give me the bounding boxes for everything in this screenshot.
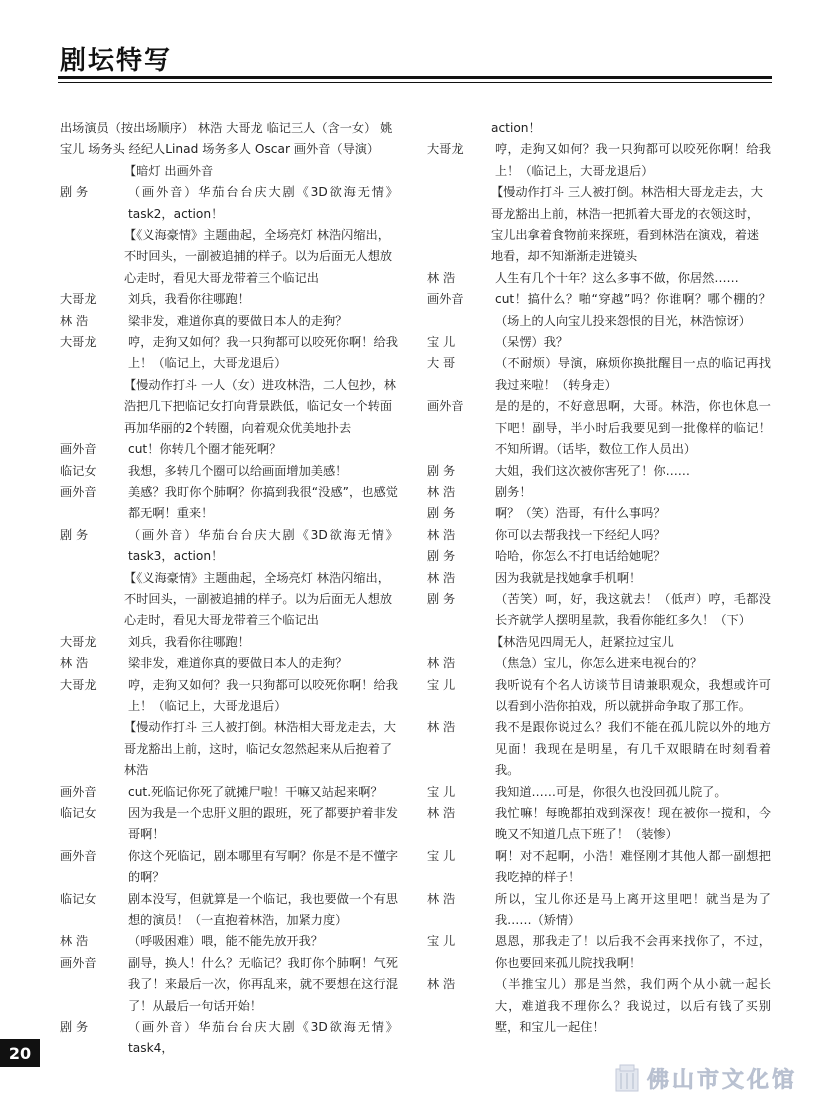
dialogue-line xyxy=(427,717,771,781)
dialogue-line xyxy=(427,803,771,846)
stage-direction: 【慢动作打斗 三人被打倒。林浩相大哥龙走去，大哥龙豁出上前，林浩一把抓着大哥龙的衣领这时，宝儿出拿着食物前来探班，看到林浩在演戏，着迷地看，却不知渐渐走进镜头 xyxy=(491,185,763,264)
dialogue-text: 哼，走狗又如何？我一只狗都可以咬死你啊！给我上！（临记上，大哥龙退后） xyxy=(128,335,398,371)
speaker-name: 林 浩 xyxy=(427,977,456,992)
speaker-name: 大哥龙 xyxy=(60,634,97,649)
dialogue-text: 是的是的，不好意思啊，大哥。林浩，你也休息一下吧！副导，半小时后我要见到一批像样的临记！不知所谓。（话毕，数位工作人员出） xyxy=(495,399,771,457)
dialogue-line xyxy=(60,461,398,482)
dialogue-line xyxy=(60,931,398,952)
dialogue-line xyxy=(60,311,398,332)
dialogue-text: 梁非发，难道你真的要做日本人的走狗？ xyxy=(128,656,348,671)
speaker-name: 画外音 xyxy=(427,399,464,414)
dialogue-line xyxy=(60,675,398,718)
stage-direction: 【《义海豪情》主题曲起，全场亮灯 林浩闪缩出，不时回头，一副被追捕的样子。以为后面无人想放心走时，看见大哥龙带着三个临记出 xyxy=(124,570,393,628)
dialogue-line xyxy=(60,182,398,225)
dialogue-text: cut！你转几个圈才能死啊？ xyxy=(128,442,282,457)
speaker-name: 林 浩 xyxy=(427,720,456,735)
dialogue-text: （画外音）华茄台台庆大剧《3D欲海无情》task2，action！ xyxy=(128,185,398,221)
dialogue-line xyxy=(427,289,771,332)
dialogue-text: （呆愣）我？ xyxy=(495,335,569,350)
dialogue-line xyxy=(427,889,771,932)
dialogue-text: 你这个死临记，剧本哪里有写啊？你是不是不懂字的啊？ xyxy=(128,848,398,885)
dialogue-text: cut！搞什么？啪“穿越”吗？你谁啊？哪个棚的？（场上的人向宝儿投来怨恨的目光，林浩惊讶） xyxy=(495,292,771,328)
speaker-name: 宝 儿 xyxy=(427,335,456,350)
speaker-name: 林 浩 xyxy=(427,656,456,671)
dialogue-line xyxy=(427,568,771,589)
speaker-name: 画外音 xyxy=(60,784,97,799)
dialogue-line xyxy=(60,439,398,460)
dialogue-line xyxy=(60,653,398,674)
cast-list: 出场演员（按出场顺序） 林浩 大哥龙 临记三人（含一女） 姚宝儿 场务头 经纪人Linad 场务多人 Oscar 画外音（导演） xyxy=(60,121,393,157)
speaker-name: 大哥龙 xyxy=(60,677,97,692)
dialogue-text: 人生有几个十年？这么多事不做，你居然…… xyxy=(495,270,739,285)
speaker-name: 画外音 xyxy=(60,442,97,457)
dialogue-text: 刘兵，我看你往哪跑！ xyxy=(128,634,250,649)
dialogue-text: （半推宝儿）那是当然，我们两个从小就一起长大，难道我不理你么？我说过，以后有钱了买别墅，和宝儿一起住！ xyxy=(495,977,771,1035)
speaker-name: 临记女 xyxy=(60,891,97,906)
dialogue-text: 啊？（笑）浩哥，有什么事吗？ xyxy=(495,506,666,521)
speaker-name: 剧 务 xyxy=(427,549,456,564)
dialogue-line xyxy=(427,653,771,674)
speaker-name: 林 浩 xyxy=(427,484,456,499)
dialogue-text: 因为我是一个忠肝义胆的跟班，死了都要护着非发哥啊！ xyxy=(128,806,398,842)
stage-direction: 【林浩见四周无人，赶紧拉过宝儿 xyxy=(491,634,674,649)
dialogue-text: 副导，换人！什么？无临记？我盯你个肺啊！气死我了！来最后一次，你再乱来，就不要想在这行混了！从最后一句话开始！ xyxy=(128,955,398,1013)
dialogue-text: 哈哈，你怎么不打电话给她呢？ xyxy=(495,549,666,564)
header-rule-thin xyxy=(58,82,772,83)
dialogue-line xyxy=(427,675,771,718)
dialogue-text: 剧本没写，但就算是一个临记，我也要做一个有思想的演员！（一直抱着林浩，加紧力度） xyxy=(128,891,398,928)
dialogue-line xyxy=(427,396,771,460)
dialogue-text: （苦笑）呵，好，我这就去！（低声）哼，毛都没长齐就学人摆明星款，我看你能红多久！（下） xyxy=(495,591,771,628)
dialogue-line xyxy=(427,353,771,396)
speaker-name: 剧 务 xyxy=(427,506,456,521)
dialogue-text: 我听说有个名人访谈节目请兼职观众，我想或许可以看到小浩你拍戏，所以就拼命争取了那工作。 xyxy=(495,677,771,713)
stage-direction: 【暗灯 出画外音 xyxy=(124,163,214,178)
left-column xyxy=(60,118,398,1060)
speaker-name: 画外音 xyxy=(427,292,464,307)
dialogue-text: 我忙嘛！每晚都拍戏到深夜！现在被你一搅和，今晚又不知道几点下班了！（装惨） xyxy=(495,806,771,842)
dialogue-text: （画外音）华茄台台庆大剧《3D欲海无情》task4， xyxy=(128,1020,398,1056)
dialogue-text: 你可以去帮我找一下经纪人吗？ xyxy=(495,527,666,542)
dialogue-line xyxy=(427,525,771,546)
dialogue-line xyxy=(427,482,771,503)
speaker-name: 临记女 xyxy=(60,463,97,478)
speaker-name: 林 浩 xyxy=(427,527,456,542)
speaker-name: 林 浩 xyxy=(427,570,456,585)
dialogue-text: 哼，走狗又如何？我一只狗都可以咬死你啊！给我上！（临记上，大哥龙退后） xyxy=(128,677,398,713)
speaker-name: 临记女 xyxy=(60,806,97,820)
watermark-text: 佛山市文化馆 xyxy=(647,1066,798,1093)
dialogue-line xyxy=(427,931,771,974)
speaker-name: 林 浩 xyxy=(60,656,89,671)
watermark xyxy=(613,1060,813,1096)
dialogue-text: （不耐烦）导演，麻烦你换批醒目一点的临记再找我过来啦！（转身走） xyxy=(495,356,771,392)
dialogue-text: 梁非发，难道你真的要做日本人的走狗？ xyxy=(128,313,348,328)
dialogue-line xyxy=(60,482,398,525)
dialogue-text: （呼吸困难）喂，能不能先放开我？ xyxy=(128,934,323,949)
dialogue-text: 刘兵，我看你往哪跑！ xyxy=(128,292,250,307)
speaker-name: 大哥龙 xyxy=(60,292,97,307)
dialogue-line xyxy=(60,1017,398,1060)
speaker-name: 大 哥 xyxy=(427,356,456,371)
dialogue-line xyxy=(427,461,771,482)
speaker-name: 林 浩 xyxy=(427,891,456,906)
library-building-icon xyxy=(613,1063,641,1093)
dialogue-line xyxy=(427,503,771,524)
dialogue-text: 大姐，我们这次被你害死了！你…… xyxy=(495,463,690,478)
speaker-name: 画外音 xyxy=(60,848,97,863)
dialogue-line xyxy=(60,846,398,889)
speaker-name: 林 浩 xyxy=(427,806,456,820)
speaker-name: 宝 儿 xyxy=(427,934,456,949)
speaker-name: 剧 务 xyxy=(60,185,89,200)
continued-text: action！ xyxy=(491,121,541,135)
dialogue-text: 啊！对不起啊，小浩！难怪刚才其他人都一副想把我吃掉的样子！ xyxy=(495,848,771,885)
dialogue-line xyxy=(60,953,398,1017)
dialogue-line xyxy=(427,546,771,567)
dialogue-text: 美感？我盯你个肺啊？你搞到我很“没感”，也感觉都无啊！重来！ xyxy=(128,484,398,521)
stage-direction: 【《义海豪情》主题曲起，全场亮灯 林浩闪缩出，不时回头，一副被追捕的样子。以为后面无人想放心走时，看见大哥龙带着三个临记出 xyxy=(124,228,393,285)
speaker-name: 大哥龙 xyxy=(60,335,97,350)
speaker-name: 画外音 xyxy=(60,484,97,499)
dialogue-line xyxy=(60,782,398,803)
dialogue-line xyxy=(427,846,771,889)
dialogue-text: 所以，宝儿你还是马上离开这里吧！就当是为了我……（矫情） xyxy=(495,891,771,928)
header-rule-thick xyxy=(58,76,772,79)
dialogue-line xyxy=(60,525,398,568)
dialogue-text: cut.死临记你死了就摊尸啦！干嘛又站起来啊？ xyxy=(128,784,383,799)
dialogue-line xyxy=(427,139,771,182)
stage-direction: 【慢动作打斗 一人（女）进攻林浩，二人包抄，林浩把几下把临记女打向背景跌低，临记女一个转面再加华丽的2个转圈，向着观众优美地扑去 xyxy=(124,377,396,435)
stage-direction: 【慢动作打斗 三人被打倒。林浩相大哥龙走去，大哥龙豁出上前，这时，临记女忽然起来从后抱着了林浩 xyxy=(124,720,396,778)
dialogue-text: 因为我就是找她拿手机啊！ xyxy=(495,570,642,585)
dialogue-line xyxy=(60,632,398,653)
dialogue-line xyxy=(427,332,771,353)
dialogue-text: 我想，多转几个圈可以给画面增加美感！ xyxy=(128,463,348,478)
dialogue-line xyxy=(427,974,771,1038)
speaker-name: 宝 儿 xyxy=(427,677,456,692)
dialogue-text: （画外音）华茄台台庆大剧《3D欲海无情》task3，action！ xyxy=(128,527,398,564)
speaker-name: 林 浩 xyxy=(60,313,89,328)
dialogue-line xyxy=(60,289,398,310)
dialogue-text: 哼，走狗又如何？我一只狗都可以咬死你啊！给我上！（临记上，大哥龙退后） xyxy=(495,142,771,178)
speaker-name: 大哥龙 xyxy=(427,142,464,157)
speaker-name: 画外音 xyxy=(60,955,97,970)
speaker-name: 林 浩 xyxy=(60,934,89,949)
speaker-name: 剧 务 xyxy=(60,1020,89,1035)
dialogue-text: 我知道……可是，你很久也没回孤儿院了。 xyxy=(495,784,727,799)
right-column xyxy=(427,118,771,1038)
dialogue-line xyxy=(60,332,398,375)
speaker-name: 剧 务 xyxy=(60,527,89,542)
dialogue-line xyxy=(60,889,398,932)
speaker-name: 林 浩 xyxy=(427,270,456,285)
dialogue-line xyxy=(427,782,771,803)
dialogue-text: 我不是跟你说过么？我们不能在孤儿院以外的地方见面！我现在是明星，有几千双眼睛在时刻看着我。 xyxy=(495,720,771,778)
dialogue-text: 剧务！ xyxy=(495,484,532,499)
speaker-name: 剧 务 xyxy=(427,591,456,606)
speaker-name: 宝 儿 xyxy=(427,848,456,863)
page-title: 剧坛特写 xyxy=(60,46,173,76)
dialogue-text: （焦急）宝儿，你怎么进来电视台的？ xyxy=(495,656,703,671)
speaker-name: 宝 儿 xyxy=(427,784,456,799)
dialogue-text: 恩恩，那我走了！以后我不会再来找你了，不过，你也要回来孤儿院找我啊！ xyxy=(495,934,771,970)
speaker-name: 剧 务 xyxy=(427,463,456,478)
dialogue-line xyxy=(427,589,771,632)
dialogue-line xyxy=(60,803,398,846)
page-number: 20 xyxy=(0,1039,40,1067)
dialogue-line xyxy=(427,268,771,289)
